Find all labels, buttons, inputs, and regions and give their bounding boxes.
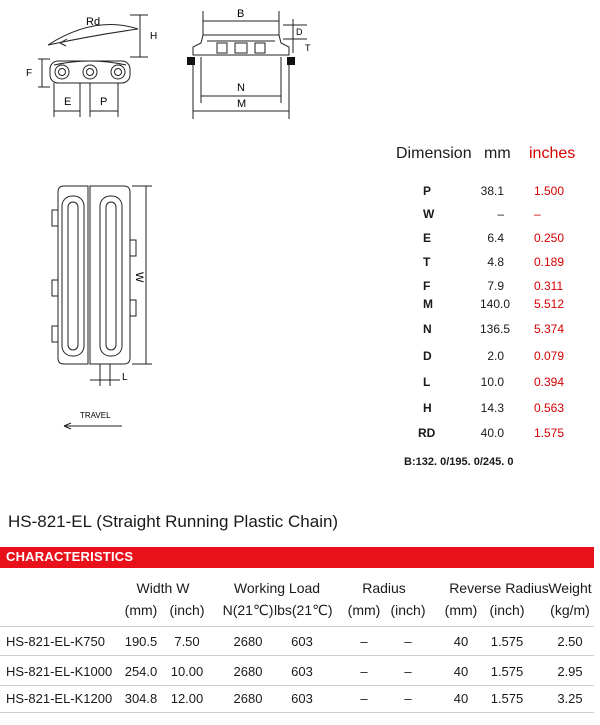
h-label: H — [150, 31, 158, 42]
dimension-row — [400, 426, 590, 448]
b-label: B — [237, 8, 245, 20]
dimension-inches: 0.189 — [534, 255, 565, 269]
dimension-inches: 0.311 — [534, 279, 564, 293]
table-cell: 2680 — [233, 664, 263, 679]
characteristics-label: CHARACTERISTICS — [6, 549, 134, 564]
dimension-inches: 0.394 — [534, 375, 565, 389]
dimension-inches: 0.250 — [534, 231, 565, 245]
model-name: HS-821-EL-K1000 — [6, 664, 113, 679]
row-divider — [0, 685, 594, 686]
t-label: T — [305, 43, 311, 53]
dimension-mm: 4.8 — [487, 255, 504, 269]
dimension-inches: 5.512 — [534, 297, 565, 311]
dimension-row — [400, 184, 590, 206]
inches-header: inches — [529, 145, 576, 162]
table-cell: 2680 — [233, 634, 263, 649]
table-cell: 2.95 — [557, 664, 583, 679]
rd-label: Rd — [86, 16, 101, 28]
table-cell: – — [360, 634, 368, 649]
dimension-mm: 40.0 — [480, 426, 504, 440]
n-label: N — [237, 82, 245, 94]
f-label: F — [26, 68, 33, 79]
table-cell: 10.00 — [170, 664, 204, 679]
d-label: D — [296, 27, 303, 37]
dimension-key: E — [423, 231, 432, 245]
b-note: B:132. 0/195. 0/245. 0 — [404, 456, 514, 468]
dimension-inches: 1.575 — [534, 426, 565, 440]
dimension-key: T — [423, 255, 431, 269]
table-cell: 1.575 — [490, 664, 524, 679]
product-title: HS-821-EL (Straight Running Plastic Chain) — [8, 512, 339, 531]
dimension-header: Dimension — [396, 145, 472, 162]
table-cell: – — [404, 634, 412, 649]
table-cell: 7.50 — [174, 634, 200, 649]
rev-mm-header: (mm) — [444, 602, 478, 618]
header-divider — [0, 626, 594, 627]
mm-header: mm — [484, 145, 511, 162]
dimension-key: L — [423, 375, 431, 389]
dimension-key: RD — [418, 426, 436, 440]
table-cell: 603 — [291, 634, 313, 649]
dimension-key: M — [423, 297, 433, 311]
end-view-drawing — [183, 3, 318, 123]
e-label: E — [64, 96, 72, 108]
table-cell: 2.50 — [557, 634, 583, 649]
dimension-key: P — [423, 184, 432, 198]
model-name: HS-821-EL-K750 — [6, 634, 105, 649]
top-view-drawing — [40, 180, 160, 440]
weight-header: Weight — [548, 580, 592, 596]
row-divider — [0, 712, 594, 713]
table-cell: 40 — [453, 634, 469, 649]
l-label: L — [122, 372, 128, 383]
table-cell: 40 — [453, 691, 469, 706]
weight-unit-header: (kg/m) — [550, 602, 590, 618]
dimension-key: H — [423, 401, 432, 415]
table-cell: – — [360, 664, 368, 679]
w-label: W — [133, 272, 145, 283]
dimension-row — [400, 401, 590, 423]
dimension-mm: 7.9 — [487, 279, 504, 293]
dimension-inches: 0.079 — [534, 349, 565, 363]
travel-label: TRAVEL — [80, 411, 111, 420]
dimension-row — [400, 322, 590, 344]
dimension-mm: 140.0 — [480, 297, 511, 311]
dimension-row — [400, 297, 590, 319]
dimension-key: F — [423, 279, 431, 293]
width-mm-header: (mm) — [124, 602, 158, 618]
dimension-row — [400, 207, 590, 229]
radius-inch-header: (inch) — [390, 602, 426, 618]
dimension-key: N — [423, 322, 432, 336]
dimension-mm: 14.3 — [480, 401, 504, 415]
table-cell: 304.8 — [124, 691, 158, 706]
dimension-mm: 38.1 — [480, 184, 504, 198]
table-cell: 40 — [453, 664, 469, 679]
p-label: P — [100, 96, 108, 108]
dimension-inches: – — [534, 207, 541, 221]
dimension-key: D — [423, 349, 432, 363]
model-name: HS-821-EL-K1200 — [6, 691, 113, 706]
load-lbs-header: lbs(21℃) — [274, 602, 333, 618]
m-label: M — [237, 98, 247, 110]
dimension-row — [400, 375, 590, 397]
dimension-row — [400, 349, 590, 371]
rev-inch-header: (inch) — [489, 602, 525, 618]
table-cell: 1.575 — [490, 634, 524, 649]
side-view-drawing — [20, 5, 170, 120]
table-cell: – — [360, 691, 368, 706]
table-cell: 12.00 — [170, 691, 204, 706]
dimension-inches: 5.374 — [534, 322, 565, 336]
dimension-mm: 10.0 — [480, 375, 504, 389]
table-cell: 190.5 — [124, 634, 158, 649]
dimension-inches: 1.500 — [534, 184, 565, 198]
working-load-header: Working Load — [233, 580, 321, 596]
dimension-mm: 2.0 — [487, 349, 504, 363]
table-cell: 603 — [291, 664, 313, 679]
dimension-mm: – — [497, 207, 504, 221]
table-cell: 3.25 — [557, 691, 583, 706]
table-cell: 603 — [291, 691, 313, 706]
row-divider — [0, 655, 594, 656]
load-n-header: N(21℃) — [222, 602, 274, 618]
table-cell: 2680 — [233, 691, 263, 706]
table-cell: – — [404, 691, 412, 706]
dimension-mm: 6.4 — [487, 231, 504, 245]
radius-header: Radius — [362, 580, 406, 596]
radius-mm-header: (mm) — [347, 602, 381, 618]
reverse-radius-header: Reverse Radius — [449, 580, 549, 596]
characteristics-bar — [0, 547, 594, 568]
dimension-inches: 0.563 — [534, 401, 565, 415]
dimension-row — [400, 255, 590, 277]
dimension-key: W — [423, 207, 435, 221]
dimension-mm: 136.5 — [480, 322, 511, 336]
width-inch-header: (inch) — [169, 602, 205, 618]
table-cell: – — [404, 664, 412, 679]
table-cell: 254.0 — [124, 664, 158, 679]
table-cell: 1.575 — [490, 691, 524, 706]
width-header: Width W — [136, 580, 190, 596]
dimension-row — [400, 231, 590, 253]
